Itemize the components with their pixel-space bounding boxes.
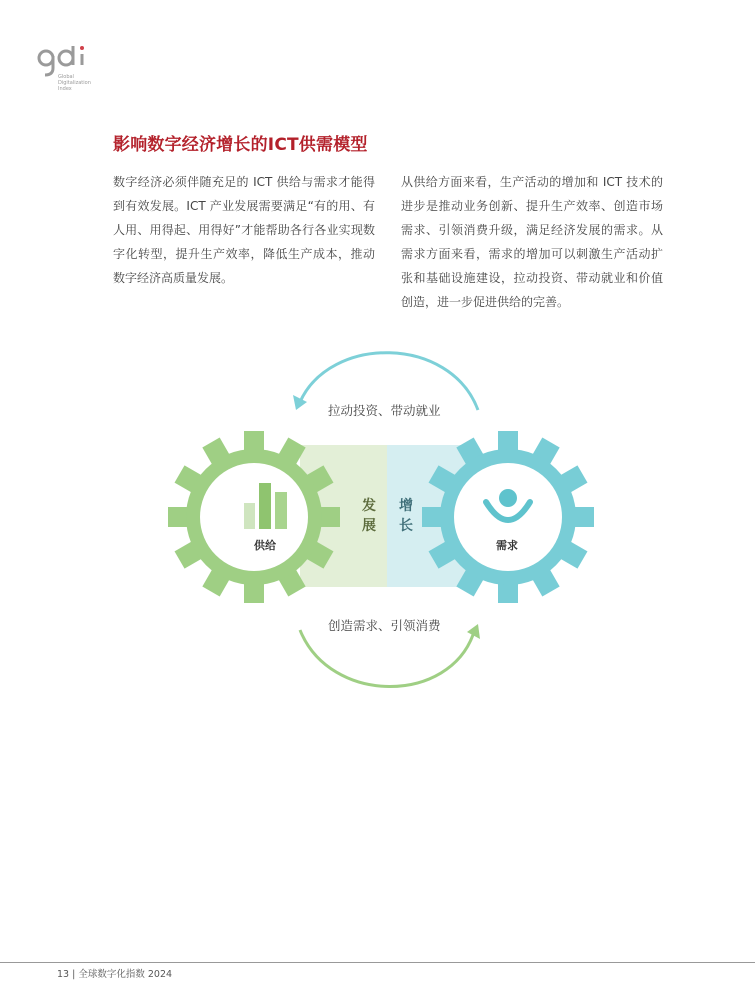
gdi-logo [36, 44, 96, 94]
top-flow-label: 拉动投资、带动就业 [328, 403, 441, 418]
section-title: 影响数字经济增长的ICT供需模型 [113, 135, 368, 155]
page-number: 13 [57, 969, 70, 980]
supply-demand-diagram [0, 340, 755, 700]
bottom-flow-label: 创造需求、引领消费 [328, 618, 441, 633]
paragraph-left: 数字经济必须伴随充足的 ICT 供给与需求才能得到有效发展。ICT 产业发展需要满足“有的用、有人用、用得起、用得好”才能帮助各行各业实现数字化转型，提升生产效率，降低生产成本，推动数字经济高质量发展。 [113, 175, 375, 285]
logo-subtitle: Global Digitalization Index [58, 74, 91, 92]
demand-label: 需求 [496, 539, 518, 552]
bottom-arc [300, 630, 474, 687]
diagram-graphic [0, 340, 755, 700]
top-arrowhead-icon [293, 395, 307, 410]
growth-label: 增长 [399, 498, 413, 534]
footer [57, 966, 172, 980]
supply-label: 供给 [254, 539, 276, 552]
development-label: 发展 [362, 498, 376, 534]
publication-title: | 全球数字化指数 2024 [72, 969, 173, 980]
paragraph-right: 从供给方面来看，生产活动的增加和 ICT 技术的进步是推动业务创新、提升生产效率、创造市场需求、引领消费升级，满足经济发展的需求。从需求方面来看，需求的增加可以刺激生产活动扩张和基础设施建设，拉动投资、带动就业和价值创造，进一步促进供给的完善。 [401, 175, 663, 309]
footer-divider [0, 962, 755, 963]
